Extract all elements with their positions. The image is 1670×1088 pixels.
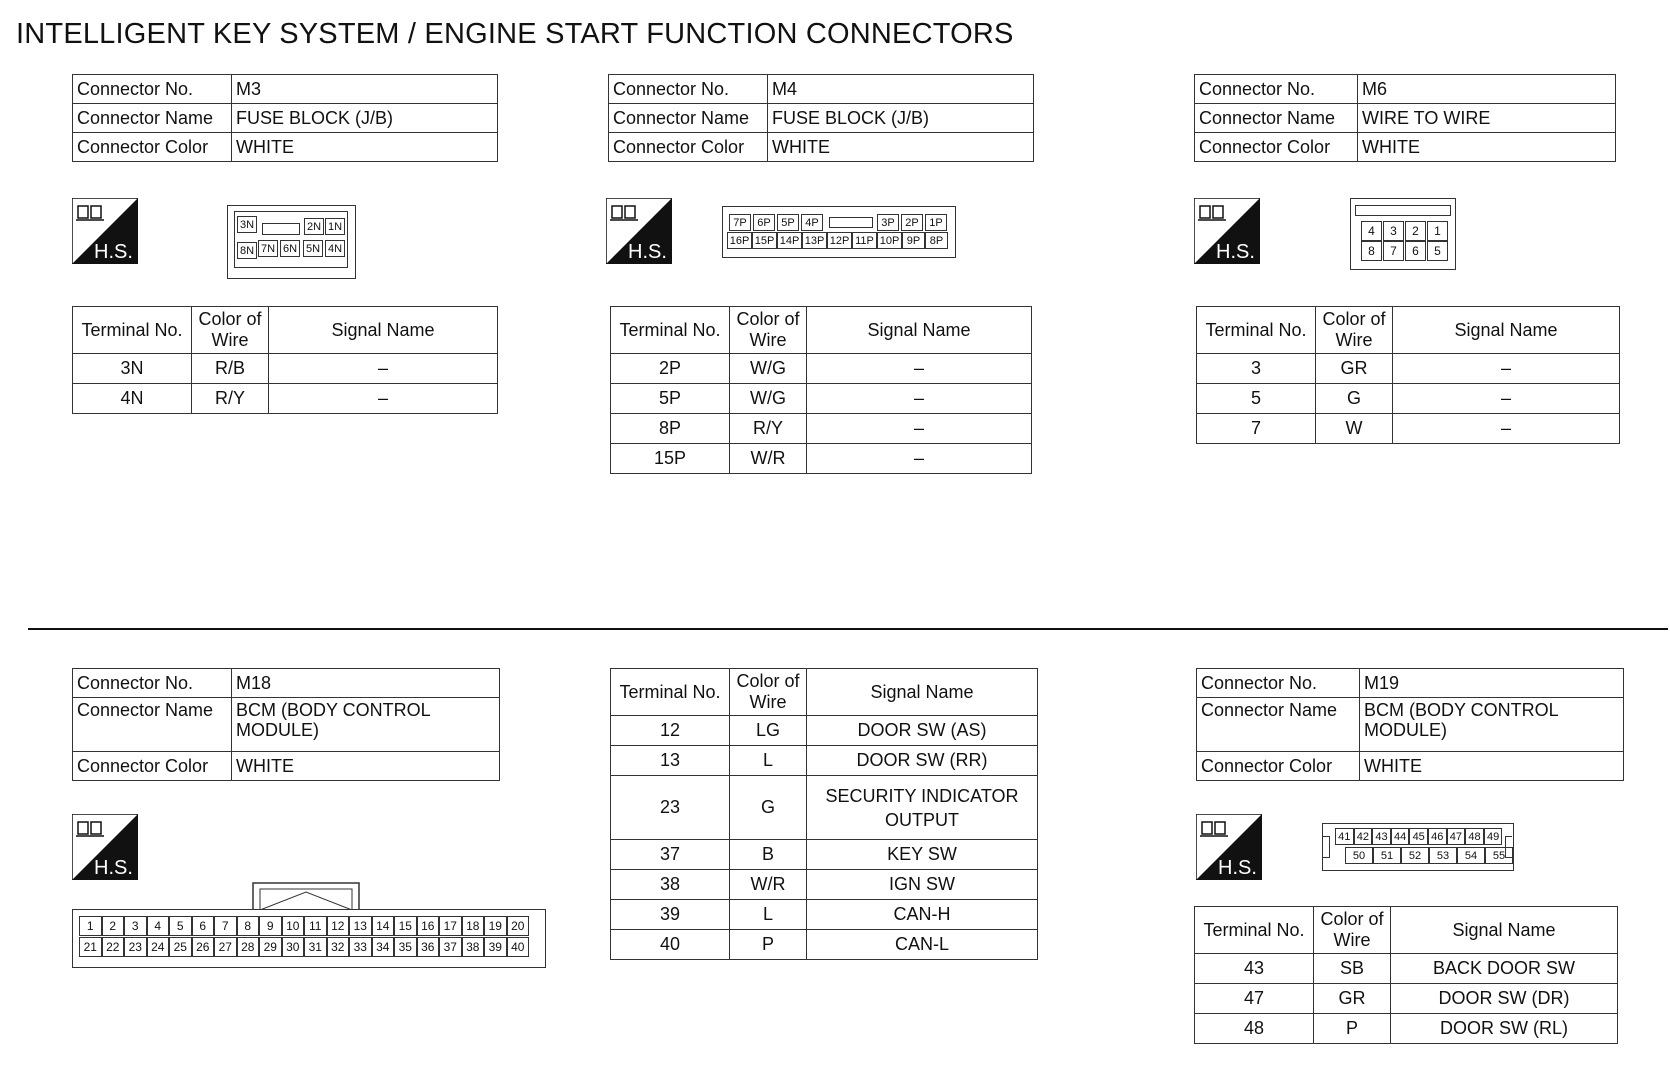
m3-pin: 3N bbox=[237, 216, 257, 233]
m3-pin: 5N bbox=[303, 240, 323, 257]
hs-icon bbox=[72, 814, 138, 880]
m3-pin: 8N bbox=[237, 242, 257, 259]
terminal-cell: 39 bbox=[611, 900, 730, 930]
m19-pin: 55 bbox=[1485, 847, 1513, 864]
m18-pin: 19 bbox=[484, 916, 507, 936]
m19-pin: 52 bbox=[1401, 847, 1429, 864]
m19-pin: 49 bbox=[1484, 828, 1503, 845]
table-row bbox=[1197, 414, 1620, 444]
m18-pin: 5 bbox=[169, 916, 192, 936]
connector-no-label: Connector No. bbox=[1195, 75, 1358, 104]
m3-connector-face bbox=[227, 205, 356, 279]
m4-pin: 2P bbox=[901, 214, 923, 231]
m18-pin: 17 bbox=[439, 916, 462, 936]
m18-pin: 12 bbox=[327, 916, 350, 936]
m19-pin: 50 bbox=[1345, 847, 1373, 864]
signal-cell: – bbox=[807, 414, 1032, 444]
m18-pin: 22 bbox=[102, 937, 125, 957]
connector-no-label: Connector No. bbox=[73, 669, 232, 698]
m6-terminal-table bbox=[1196, 306, 1620, 444]
m18-pin: 28 bbox=[237, 937, 260, 957]
m18-pin: 32 bbox=[327, 937, 350, 957]
signal-cell: DOOR SW (RL) bbox=[1391, 1014, 1618, 1044]
page-title: INTELLIGENT KEY SYSTEM / ENGINE START FUNCTION CONNECTORS bbox=[16, 18, 1014, 50]
terminal-no-header: Terminal No. bbox=[611, 307, 730, 354]
m18-pin: 30 bbox=[282, 937, 305, 957]
hs-label: H.S. bbox=[94, 241, 133, 263]
signal-name-header: Signal Name bbox=[807, 669, 1038, 716]
table-row bbox=[73, 384, 498, 414]
table-row bbox=[611, 414, 1032, 444]
color-cell: W/R bbox=[730, 444, 807, 474]
m4-pin: 4P bbox=[801, 214, 823, 231]
m4-connector-color: WHITE bbox=[768, 133, 1034, 162]
signal-cell: DOOR SW (DR) bbox=[1391, 984, 1618, 1014]
color-cell: P bbox=[1314, 1014, 1391, 1044]
m6-pin: 8 bbox=[1361, 241, 1382, 261]
m18-pin: 1 bbox=[79, 916, 102, 936]
connector-color-label: Connector Color bbox=[1197, 752, 1360, 781]
color-of-wire-header: Color of Wire bbox=[730, 669, 807, 716]
terminal-cell: 15P bbox=[611, 444, 730, 474]
m3-terminal-table bbox=[72, 306, 498, 414]
m6-info-table bbox=[1194, 74, 1616, 162]
m18-pin: 14 bbox=[372, 916, 395, 936]
color-cell: G bbox=[730, 776, 807, 840]
hs-label: H.S. bbox=[628, 241, 667, 263]
terminal-cell: 12 bbox=[611, 716, 730, 746]
m18-pin: 35 bbox=[394, 937, 417, 957]
signal-cell: – bbox=[269, 384, 498, 414]
table-row bbox=[1195, 1014, 1618, 1044]
terminal-no-header: Terminal No. bbox=[611, 669, 730, 716]
m18-pin: 25 bbox=[169, 937, 192, 957]
m18-pin: 13 bbox=[349, 916, 372, 936]
m4-pin: 12P bbox=[827, 232, 852, 249]
hs-label: H.S. bbox=[1218, 857, 1257, 879]
m6-pin: 6 bbox=[1405, 241, 1426, 261]
color-of-wire-header: Color of Wire bbox=[1316, 307, 1393, 354]
m18-pin: 40 bbox=[507, 937, 530, 957]
m18-connector-no: M18 bbox=[232, 669, 500, 698]
signal-cell: – bbox=[807, 384, 1032, 414]
m4-pin: 3P bbox=[877, 214, 899, 231]
table-row bbox=[1195, 984, 1618, 1014]
color-cell: G bbox=[1316, 384, 1393, 414]
m3-info-table bbox=[72, 74, 498, 162]
terminal-cell: 8P bbox=[611, 414, 730, 444]
table-row bbox=[73, 354, 498, 384]
terminal-no-header: Terminal No. bbox=[1197, 307, 1316, 354]
m18-pin: 8 bbox=[237, 916, 260, 936]
m19-pin: 43 bbox=[1372, 828, 1391, 845]
signal-cell: – bbox=[807, 354, 1032, 384]
connector-color-label: Connector Color bbox=[1195, 133, 1358, 162]
color-cell: W bbox=[1316, 414, 1393, 444]
m18-pin: 16 bbox=[417, 916, 440, 936]
hs-label: H.S. bbox=[94, 857, 133, 879]
m3-connector-no: M3 bbox=[232, 75, 498, 104]
color-cell: W/G bbox=[730, 384, 807, 414]
m19-pin: 42 bbox=[1354, 828, 1373, 845]
signal-cell: IGN SW bbox=[807, 870, 1038, 900]
signal-cell: – bbox=[1393, 354, 1620, 384]
color-cell: P bbox=[730, 930, 807, 960]
signal-cell: – bbox=[1393, 414, 1620, 444]
connector-name-label: Connector Name bbox=[609, 104, 768, 133]
m18-pin: 26 bbox=[192, 937, 215, 957]
m18-pin: 6 bbox=[192, 916, 215, 936]
m4-pin: 16P bbox=[727, 232, 752, 249]
color-of-wire-header: Color of Wire bbox=[730, 307, 807, 354]
m4-pin: 10P bbox=[877, 232, 902, 249]
m18-pin: 27 bbox=[214, 937, 237, 957]
m18-pin: 23 bbox=[124, 937, 147, 957]
signal-cell: – bbox=[807, 444, 1032, 474]
table-row bbox=[611, 776, 1038, 840]
signal-cell: SECURITY INDICATOR OUTPUT bbox=[807, 776, 1038, 840]
m6-pin: 2 bbox=[1405, 221, 1426, 241]
m18-terminal-table bbox=[610, 668, 1038, 960]
signal-cell: CAN-H bbox=[807, 900, 1038, 930]
terminal-cell: 3N bbox=[73, 354, 192, 384]
m3-pin: 2N bbox=[304, 218, 324, 235]
color-cell: GR bbox=[1314, 984, 1391, 1014]
color-cell: W/G bbox=[730, 354, 807, 384]
terminal-cell: 38 bbox=[611, 870, 730, 900]
m19-connector-face bbox=[1322, 823, 1514, 871]
color-cell: L bbox=[730, 900, 807, 930]
m18-pin: 20 bbox=[507, 916, 530, 936]
m18-connector-name: BCM (BODY CONTROL MODULE) bbox=[232, 698, 500, 752]
m19-connector-name: BCM (BODY CONTROL MODULE) bbox=[1360, 698, 1624, 752]
color-of-wire-header: Color of Wire bbox=[1314, 907, 1391, 954]
connector-no-label: Connector No. bbox=[73, 75, 232, 104]
m3-pin: 6N bbox=[280, 240, 300, 257]
signal-name-header: Signal Name bbox=[807, 307, 1032, 354]
m18-pin: 31 bbox=[304, 937, 327, 957]
m19-pin: 41 bbox=[1335, 828, 1354, 845]
m4-pin: 1P bbox=[925, 214, 947, 231]
m19-pin: 44 bbox=[1391, 828, 1410, 845]
m4-pin: 11P bbox=[852, 232, 877, 249]
terminal-cell: 3 bbox=[1197, 354, 1316, 384]
signal-cell: CAN-L bbox=[807, 930, 1038, 960]
m4-pin: 5P bbox=[777, 214, 799, 231]
m18-pin: 2 bbox=[102, 916, 125, 936]
m6-pin: 5 bbox=[1427, 241, 1448, 261]
m18-connector-color: WHITE bbox=[232, 752, 500, 781]
m18-pin: 4 bbox=[147, 916, 170, 936]
terminal-cell: 4N bbox=[73, 384, 192, 414]
signal-name-header: Signal Name bbox=[1393, 307, 1620, 354]
m18-pin: 29 bbox=[259, 937, 282, 957]
m18-info-table bbox=[72, 668, 500, 781]
m18-pin: 39 bbox=[484, 937, 507, 957]
signal-cell: BACK DOOR SW bbox=[1391, 954, 1618, 984]
terminal-cell: 37 bbox=[611, 840, 730, 870]
section-divider bbox=[28, 628, 1668, 630]
m4-connector-face bbox=[722, 206, 956, 258]
signal-cell: KEY SW bbox=[807, 840, 1038, 870]
connector-color-label: Connector Color bbox=[609, 133, 768, 162]
terminal-cell: 43 bbox=[1195, 954, 1314, 984]
table-row bbox=[611, 716, 1038, 746]
hs-label: H.S. bbox=[1216, 241, 1255, 263]
table-row bbox=[611, 444, 1032, 474]
m6-pin: 4 bbox=[1361, 221, 1382, 241]
m6-connector-color: WHITE bbox=[1358, 133, 1616, 162]
table-row bbox=[611, 840, 1038, 870]
m18-pin: 33 bbox=[349, 937, 372, 957]
m18-pin: 10 bbox=[282, 916, 305, 936]
color-cell: B bbox=[730, 840, 807, 870]
m4-lock-slot bbox=[829, 217, 873, 228]
hs-icon bbox=[1196, 814, 1262, 880]
m19-info-table bbox=[1196, 668, 1624, 781]
m3-pin: 7N bbox=[258, 240, 278, 257]
m6-pin: 7 bbox=[1383, 241, 1404, 261]
m19-pin: 47 bbox=[1447, 828, 1466, 845]
color-cell: L bbox=[730, 746, 807, 776]
table-row bbox=[611, 900, 1038, 930]
m4-pin: 8P bbox=[925, 232, 948, 249]
table-row bbox=[1197, 384, 1620, 414]
signal-cell: – bbox=[1393, 384, 1620, 414]
signal-cell: DOOR SW (AS) bbox=[807, 716, 1038, 746]
m19-connector-color: WHITE bbox=[1360, 752, 1624, 781]
table-row bbox=[611, 746, 1038, 776]
m4-info-table bbox=[608, 74, 1034, 162]
m18-connector-face bbox=[72, 909, 546, 968]
table-row bbox=[611, 870, 1038, 900]
connector-color-label: Connector Color bbox=[73, 752, 232, 781]
m18-pin: 15 bbox=[394, 916, 417, 936]
m18-pin: 3 bbox=[124, 916, 147, 936]
table-row bbox=[611, 384, 1032, 414]
m4-pin: 6P bbox=[753, 214, 775, 231]
table-row bbox=[1197, 354, 1620, 384]
m19-pin: 46 bbox=[1428, 828, 1447, 845]
m3-lock-slot bbox=[262, 223, 300, 235]
m6-connector-no: M6 bbox=[1358, 75, 1616, 104]
m4-pin: 14P bbox=[777, 232, 802, 249]
terminal-cell: 23 bbox=[611, 776, 730, 840]
color-cell: SB bbox=[1314, 954, 1391, 984]
table-row bbox=[611, 354, 1032, 384]
m19-pin: 53 bbox=[1429, 847, 1457, 864]
m18-pin: 38 bbox=[462, 937, 485, 957]
color-cell: R/Y bbox=[192, 384, 269, 414]
connector-name-label: Connector Name bbox=[73, 698, 232, 752]
m3-connector-color: WHITE bbox=[232, 133, 498, 162]
color-cell: GR bbox=[1316, 354, 1393, 384]
terminal-cell: 47 bbox=[1195, 984, 1314, 1014]
signal-cell: DOOR SW (RR) bbox=[807, 746, 1038, 776]
m6-lock-slot bbox=[1355, 205, 1451, 216]
table-row bbox=[1195, 954, 1618, 984]
signal-name-header: Signal Name bbox=[269, 307, 498, 354]
m18-pin: 7 bbox=[214, 916, 237, 936]
connector-no-label: Connector No. bbox=[609, 75, 768, 104]
connector-name-label: Connector Name bbox=[73, 104, 232, 133]
m4-pin: 9P bbox=[902, 232, 925, 249]
m6-connector-name: WIRE TO WIRE bbox=[1358, 104, 1616, 133]
terminal-cell: 5P bbox=[611, 384, 730, 414]
terminal-cell: 7 bbox=[1197, 414, 1316, 444]
m18-pin: 36 bbox=[417, 937, 440, 957]
m19-pin: 48 bbox=[1465, 828, 1484, 845]
hs-icon bbox=[72, 198, 138, 264]
m18-pin: 11 bbox=[304, 916, 327, 936]
terminal-no-header: Terminal No. bbox=[1195, 907, 1314, 954]
connector-color-label: Connector Color bbox=[73, 133, 232, 162]
m19-pin: 54 bbox=[1457, 847, 1485, 864]
m18-pin: 37 bbox=[439, 937, 462, 957]
m3-pin: 1N bbox=[325, 218, 345, 235]
color-of-wire-header: Color of Wire bbox=[192, 307, 269, 354]
connector-name-label: Connector Name bbox=[1195, 104, 1358, 133]
signal-cell: – bbox=[269, 354, 498, 384]
m19-pin: 45 bbox=[1409, 828, 1428, 845]
m18-pin: 21 bbox=[79, 937, 102, 957]
color-cell: R/Y bbox=[730, 414, 807, 444]
m18-pin: 18 bbox=[462, 916, 485, 936]
m4-connector-name: FUSE BLOCK (J/B) bbox=[768, 104, 1034, 133]
m4-pin: 13P bbox=[802, 232, 827, 249]
terminal-cell: 5 bbox=[1197, 384, 1316, 414]
m19-side-latch bbox=[1323, 836, 1330, 858]
m18-pin: 9 bbox=[259, 916, 282, 936]
m4-terminal-table bbox=[610, 306, 1032, 474]
m6-pin: 3 bbox=[1383, 221, 1404, 241]
terminal-no-header: Terminal No. bbox=[73, 307, 192, 354]
m3-connector-name: FUSE BLOCK (J/B) bbox=[232, 104, 498, 133]
m18-pin: 34 bbox=[372, 937, 395, 957]
connector-no-label: Connector No. bbox=[1197, 669, 1360, 698]
terminal-cell: 40 bbox=[611, 930, 730, 960]
m18-connector-latch bbox=[252, 882, 360, 910]
table-row bbox=[611, 930, 1038, 960]
signal-name-header: Signal Name bbox=[1391, 907, 1618, 954]
connector-name-label: Connector Name bbox=[1197, 698, 1360, 752]
terminal-cell: 48 bbox=[1195, 1014, 1314, 1044]
hs-icon bbox=[1194, 198, 1260, 264]
m6-pin: 1 bbox=[1427, 221, 1448, 241]
color-cell: W/R bbox=[730, 870, 807, 900]
m4-pin: 7P bbox=[729, 214, 751, 231]
m19-connector-no: M19 bbox=[1360, 669, 1624, 698]
m19-terminal-table bbox=[1194, 906, 1618, 1044]
color-cell: LG bbox=[730, 716, 807, 746]
m6-connector-face bbox=[1350, 198, 1456, 270]
m18-pin: 24 bbox=[147, 937, 170, 957]
color-cell: R/B bbox=[192, 354, 269, 384]
hs-icon bbox=[606, 198, 672, 264]
terminal-cell: 2P bbox=[611, 354, 730, 384]
terminal-cell: 13 bbox=[611, 746, 730, 776]
m4-connector-no: M4 bbox=[768, 75, 1034, 104]
m4-pin: 15P bbox=[752, 232, 777, 249]
m19-pin: 51 bbox=[1373, 847, 1401, 864]
m3-pin: 4N bbox=[325, 240, 345, 257]
